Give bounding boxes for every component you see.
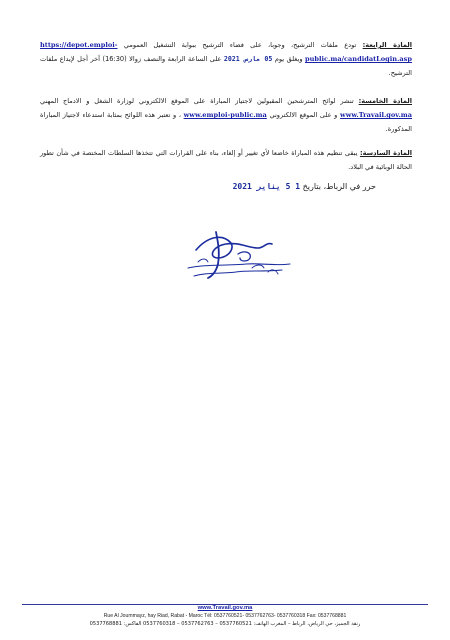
article-4-handwritten-date: 05 مارس 2021 xyxy=(223,55,273,63)
article-4 xyxy=(40,38,412,80)
handwritten-signature-icon xyxy=(178,228,298,288)
article-4-text-before-date: ويغلق يوم xyxy=(274,55,303,63)
footer-website-link[interactable]: www.Travail.gov.ma xyxy=(197,605,253,611)
article-6 xyxy=(40,146,412,174)
article-5-link-emploi-public[interactable]: www.emploi-public.ma xyxy=(183,111,267,119)
article-6-title: المادة السادسة: xyxy=(359,149,412,157)
article-4-text-line3: والنصف زوالا (16:30) آخر أجل لإيداع ملفات الترشيح. xyxy=(40,55,412,77)
footer-address-french: Rue Al Joummayz, hay Riad, Rabat - Maroc Tél: 0537760521- 0537762763- 0537760318 Fax: 0537768881 xyxy=(103,613,347,619)
article-5-title: المادة الخامسة: xyxy=(358,97,412,105)
article-4-link[interactable]: https://depot.emploi-public.ma/candidatLogin.asp xyxy=(40,41,412,63)
signature-block xyxy=(178,228,298,288)
dateline-text: حرر في الرباط، بتاريخ xyxy=(302,182,376,191)
dateline-handwritten-date: 1 5 يناير 2021 xyxy=(232,182,301,191)
article-5 xyxy=(40,94,412,136)
article-4-title: المادة الرابعة: xyxy=(362,41,412,49)
article-5-text-part2: و على الموقع الالكتروني xyxy=(269,111,338,119)
article-4-text-line1: تودع ملفات الترشيح، وجوبا، على فضاء الترشيح ببوابة التشغيل العمومي xyxy=(123,41,357,49)
article-4-text-after-date: على الساعة الرابعة xyxy=(167,55,222,63)
dateline xyxy=(136,180,376,194)
footer-address-arabic: زنقة الجميز، حي الرياض، الرباط – المغرب الهاتف: 0537760521 – 0537762763 – 0537760318 الفاكس: 0537768881 xyxy=(89,621,361,627)
article-5-text-part3: ، و تعتبر هذه اللوائح بمثابة استدعاء لاجتياز المباراة المذكورة. xyxy=(40,111,412,133)
article-5-text-part1: تنشر لوائح المترشحين المقبولين لاجتياز المباراة على الموقع الالكتروني لوزارة الشغل و الادماج المهني xyxy=(40,97,354,105)
article-6-text: يبقى تنظيم هذه المباراة خاضعا لأي تغيير أو إلغاء، بناء على القرارات التي تتخذها السلطات المختصة في شأن تطور الحالة الوبائية في البلاد. xyxy=(40,149,412,171)
article-5-link-travail[interactable]: www.Travail.gov.ma xyxy=(340,111,412,119)
